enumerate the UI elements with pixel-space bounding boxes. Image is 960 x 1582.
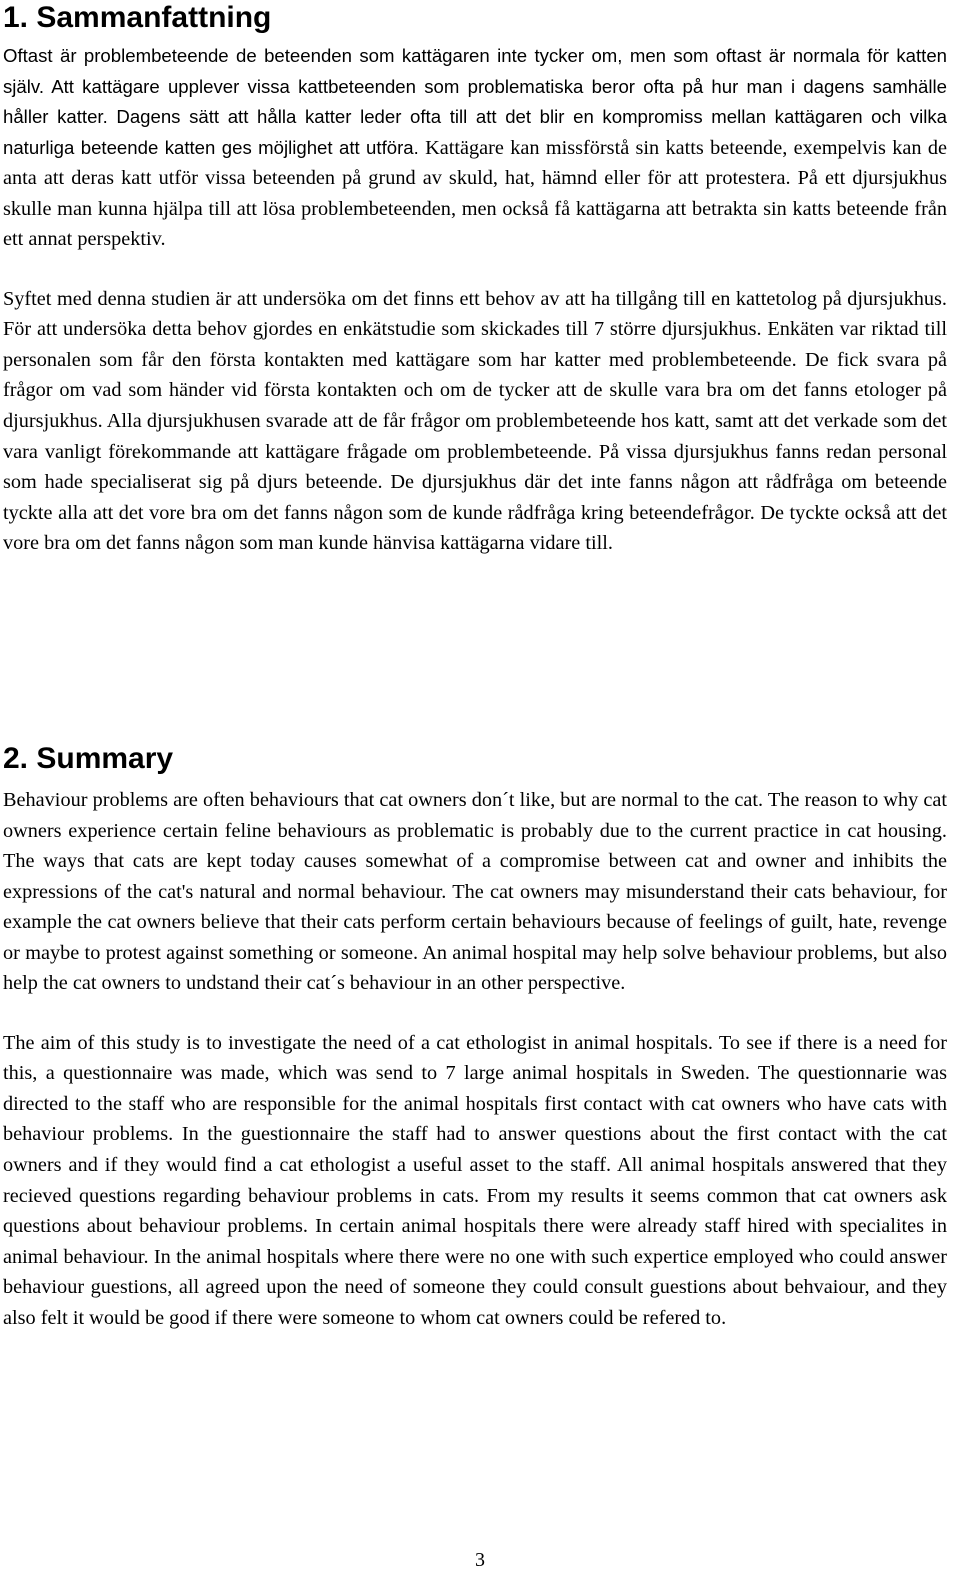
section-heading-summary: 2. Summary <box>3 742 174 775</box>
english-summary-section <box>3 741 947 1333</box>
swedish-summary-section <box>3 0 947 559</box>
swedish-paragraph-1-serif-text: Kattägare kan missförstå sin katts beteende, exempelvis kan de anta att deras katt utför vissa beteenden på grund av skuld, hat, hämnd eller för att protestera. På ett djursjukhus skulle man kunna hjälpa till att lösa problembeteenden, men också få kattägarna att betrakta sin katts beteende från ett annat perspektiv. <box>3 136 948 251</box>
english-paragraph-2: The aim of this study is to investigate the need of a cat ethologist in animal hospitals. To see if there is a need for this, a questionnaire was made, which was send to 7 large animal hospitals in Sweden. The questionnarie was directed to the staff who are responsible for the animal hospitals first contact with cat owners who have cats with behaviour problems. In the guestionnaire the staff had to answer questions about the first contact with the cat owners and if they would find a cat ethologist a useful asset to the staff. All animal hospitals answered that they recieved questions regarding behaviour problems in cats. From my results it seems common that cat owners ask questions about behaviour problems. In certain animal hospitals there were already staff hired with specialites in animal behaviour. In the animal hospitals where there were no one with such expertice employed who could answer behaviour guestions, all agreed upon the need of someone they could consult guestions about behvaiour, and they also felt it would be good if there were someone to whom cat owners could be refered to. <box>3 1031 947 1329</box>
swedish-paragraph-1-sans-text: Oftast är problembeteende de beteenden som kattägaren inte tycker om, men som oftast är normala för katten själv. Att kattägare upplever vissa kattbeteenden som problematiska beror ofta på hur man i dagens samhälle håller katter. Dagens sätt att hålla katter leder ofta till att det blir en kompromiss mellan kattägaren och vilka naturliga beteende katten ges möjlighet att utföra. <box>3 45 947 158</box>
page-number: 3 <box>475 1549 485 1571</box>
section-heading-sammanfattning: 1. Sammanfattning <box>3 1 272 34</box>
swedish-paragraph-2: Syftet med denna studien är att undersöka om det finns ett behov av att ha tillgång till en kattetolog på djursjukhus. För att undersöka detta behov gjordes en enkätstudie som skickades till 7 större djursjukhus. Enkäten var riktad till personalen som får den första kontakten med kattägare som har katter med problembeteende. De fick svara på frågor om vad som händer vid första kontakten och om de tycker att de skulle vara bra om det fanns etologer på djursjukhus. Alla djursjukhusen svarade att de får frågor om problembeteende hos katt, samt att det verkade som det vara vanligt förekommande att kattägare frågade om problembeteende. På vissa djursjukhus fanns redan personal som hade specialiserat sig på djurs beteende. De djursjukhus där det inte fanns någon att rådfråga om beteende tyckte alla att det vore bra om det fanns någon som de kunde rådfråga kring beteendefrågor. De tyckte också att det vore bra om det fanns någon som man kunde hänvisa kattägarna vidare till. <box>3 287 947 555</box>
english-paragraph-1: Behaviour problems are often behaviours that cat owners don´t like, but are normal to the cat. The reason to why cat owners experience certain feline behaviours as problematic is probably due to the current practice in cat housing. The ways that cats are kept today causes somewhat of a compromise between cat and owner and inhibits the expressions of the cat's natural and normal behaviour. The cat owners may misunderstand their cats behaviour, for example the cat owners believe that their cats perform certain behaviours because of feelings of guilt, hate, revenge or maybe to protest against something or someone. An animal hospital may help solve behaviour problems, but also help the cat owners to undstand their cat´s behaviour in an other perspective. <box>3 789 947 995</box>
swedish-paragraph-1 <box>3 41 947 255</box>
